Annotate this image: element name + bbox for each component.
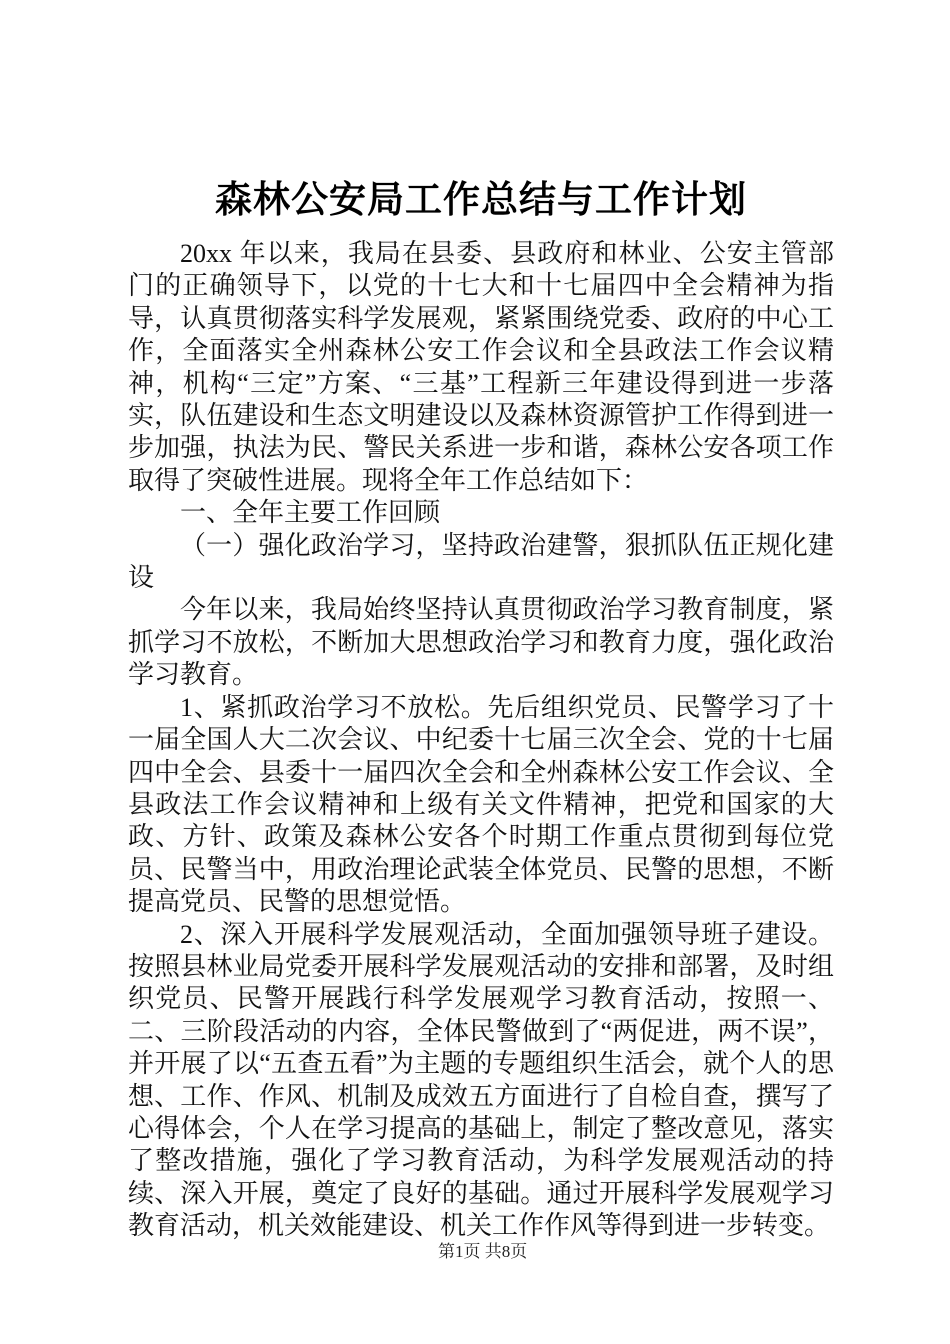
document-body	[128, 238, 834, 1243]
document-title: 森林公安局工作总结与工作计划	[215, 180, 747, 221]
paragraph-item-1: 1、紧抓政治学习不放松。先后组织党员、民警学习了十一届全国人大二次会议、中纪委十七届三次全会、党的十七届四中全会、县委十一届四次全会和全州森林公安工作会议、全县政法工作会议精神和上级有关文件精神，把党和国家的大政、方针、政策及森林公安各个时期工作重点贯彻到每位党员、民警当中，用政治理论武装全体党员、民警的思想，不断提高党员、民警的思想觉悟。	[128, 692, 834, 917]
paragraph-section-heading: 一、全年主要工作回顾	[180, 498, 441, 528]
page-footer	[438, 1242, 527, 1262]
page-number-label: 第1页 共8页	[438, 1242, 528, 1261]
paragraph-item-2: 2、深入开展科学发展观活动，全面加强领导班子建设。按照县林业局党委开展科学发展观活动的安排和部署，及时组织党员、民警开展践行科学发展观学习教育活动，按照一、二、三阶段活动的内容，全体民警做到了“两促进，两不误”，并开展了以“五查五看”为主题的专题组织生活会，就个人的思想、工作、作风、机制及成效五方面进行了自检自查，撰写了心得体会，个人在学习提高的基础上，制定了整改意见，落实了整改措施，强化了学习教育活动，为科学发展观活动的持续、深入开展，奠定了良好的基础。通过开展科学发展观学习教育活动，机关效能建设、机关工作作风等得到进一步转变。	[128, 919, 834, 1241]
paragraph-intro: 20xx 年以来，我局在县委、县政府和林业、公安主管部门的正确领导下，以党的十七大和十七届四中全会精神为指导，认真贯彻落实科学发展观，紧紧围绕党委、政府的中心工作，全面落实全州森林公安工作会议和全县政法工作会议精神，机构“三定”方案、“三基”工程新三年建设得到进一步落实，队伍建设和生态文明建设以及森林资源管护工作得到进一步加强，执法为民、警民关系进一步和谐，森林公安各项工作取得了突破性进展。现将全年工作总结如下：	[128, 239, 834, 495]
paragraph-body: 今年以来，我局始终坚持认真贯彻政治学习教育制度，紧抓学习不放松，不断加大思想政治学习和教育力度，强化政治学习教育。	[128, 595, 834, 690]
paragraph-subsection-heading: （一）强化政治学习，坚持政治建警，狠抓队伍正规化建设	[128, 530, 834, 593]
